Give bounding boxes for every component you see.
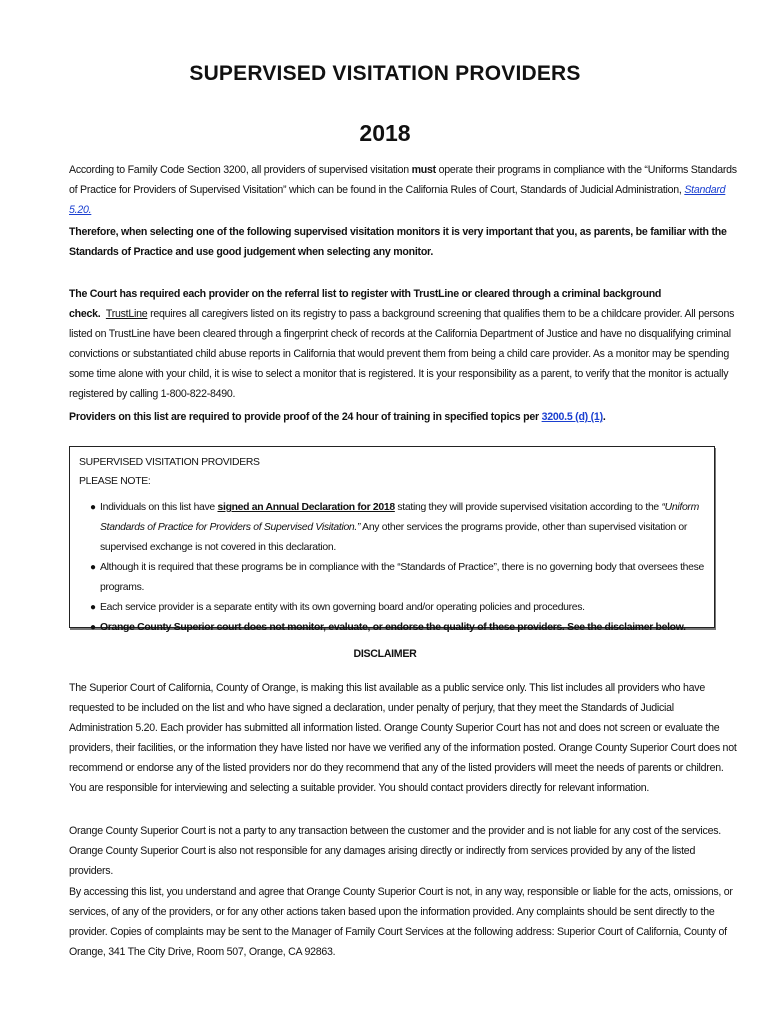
disclaimer-paragraph-3: By accessing this list, you understand and agree that Orange County Superior Court is not, in any way, responsible or liable for the acts, omissions, or services, of any of the providers, or for any other actions taken based upon the information provided. Any complaints should be sent directly to the provider. Copies of complaints may be sent to the Manager of Family Court Services at the following address: Superior Court of California, County of Orange, 341 The City Drive, Room 507, Orange, CA 92863. — [69, 886, 733, 958]
trustline-paragraph — [69, 284, 737, 404]
note-item-separate-entity — [78, 598, 706, 618]
disclaimer-paragraph-2: Orange County Superior Court is not a party to any transaction between the customer and the provider and is not liable for any cost of the services. Orange County Superior Court is also not responsible for any damages arising directly or indirectly from services provided by any of the listed providers. — [69, 825, 721, 877]
training-end: . — [602, 411, 606, 423]
please-note-box — [69, 446, 715, 633]
note-item-no-governing-body — [78, 558, 706, 598]
note-1-text-c: stating they will provide supervised visitation according to the — [394, 502, 662, 513]
trustline-rest: requires all caregivers listed on its registry to pass a background screening that qualifies them to be a childcare provider. All persons listed on TrustLine have been cleared through a fingerprint check of records at the California Department of Justice and have no disqualifying criminal convictions or substantiated child abuse reports in California that would prevent them from being a child care provider. As a monitor may be spending some time alone with your child, it is wise to select a monitor that is registered. It is your responsibility as a parent, to verify that the monitor is actually registered by calling 1-800-822-8490. — [69, 308, 735, 400]
bullet-icon: ● — [90, 562, 96, 573]
intro-must: must — [411, 164, 436, 176]
note-1-text-e: Any other services the programs provide, other than supervised visitation or supervised exchange is not covered in this declaration. — [100, 522, 688, 553]
notebox-subheading: PLEASE NOTE: — [79, 476, 151, 487]
page-title: SUPERVISED VISITATION PROVIDERS — [189, 62, 581, 85]
bullet-icon: ● — [90, 622, 96, 633]
trustline-bold: The Court has required each provider on the referral list to register with TrustLine or cleared through a criminal background check. — [69, 288, 662, 320]
intro-text-a: According to Family Code Section 3200, all providers of supervised visitation — [69, 164, 412, 176]
standard-520-link[interactable]: Standard 5.20. — [69, 184, 726, 216]
disclaimer-paragraph-1: The Superior Court of California, County of Orange, is making this list available as a public service only. This list includes all providers who have requested to be included on the list and who have signed a declaration, under penalty of perjury, that they meet the Standards of Judicial Administration 5.20. Each provider has submitted all information listed. Orange County Superior Court has not and does not screen or evaluate the providers, their facilities, or the information they have listed nor have we verified any of the information posted. Orange County Superior Court does not recommend or endorse any of the listed providers nor do they recommend that any of the listed providers will meet the needs of parents or children. You are responsible for interviewing and selecting a suitable provider. You should contact providers directly for relevant information. — [69, 682, 737, 794]
intro-paragraph — [69, 160, 737, 220]
bullet-icon: ● — [90, 602, 96, 613]
training-paragraph — [69, 407, 737, 427]
note-item-not-endorsed — [78, 618, 706, 638]
note-1-standards-title: “Uniform Standards of Practice for Providers of Supervised Visitation.” — [100, 502, 699, 533]
page-year: 2018 — [359, 120, 411, 146]
note-3-text: Each service provider is a separate entity with its own governing board and/or operating policies and procedures. — [100, 602, 585, 613]
note-1-declaration: signed an Annual Declaration for 2018 — [217, 502, 395, 513]
intro-text-b: operate their programs in compliance with the “Uniforms Standards of Practice for Providers of Supervised Visitation” which can be found in the California Rules of Court, Standards of Judicial Administration, — [69, 164, 737, 196]
therefore-paragraph: Therefore, when selecting one of the following supervised visitation monitors it is very important that you, as parents, be familiar with the Standards of Practice and use good judgement when selecting any monitor. — [69, 226, 727, 258]
note-list — [78, 498, 706, 638]
training-text: Providers on this list are required to provide proof of the 24 hour of training in specified topics per — [69, 411, 542, 423]
disclaimer-heading: DISCLAIMER — [353, 648, 417, 660]
trustline-link[interactable]: TrustLine — [105, 308, 148, 320]
bullet-icon: ● — [90, 502, 96, 513]
section-3200-5-link[interactable]: 3200.5 (d) (1) — [541, 411, 603, 423]
note-1-text-a: Individuals on this list have — [100, 502, 218, 513]
notebox-heading: SUPERVISED VISITATION PROVIDERS — [79, 457, 260, 468]
note-2-text: Although it is required that these programs be in compliance with the “Standards of Practice”, there is no governing body that oversees these programs. — [100, 562, 705, 593]
note-item-annual-declaration — [78, 498, 706, 558]
note-4-text: Orange County Superior court does not monitor, evaluate, or endorse the quality of these providers. See the disclaimer below. — [100, 622, 686, 633]
